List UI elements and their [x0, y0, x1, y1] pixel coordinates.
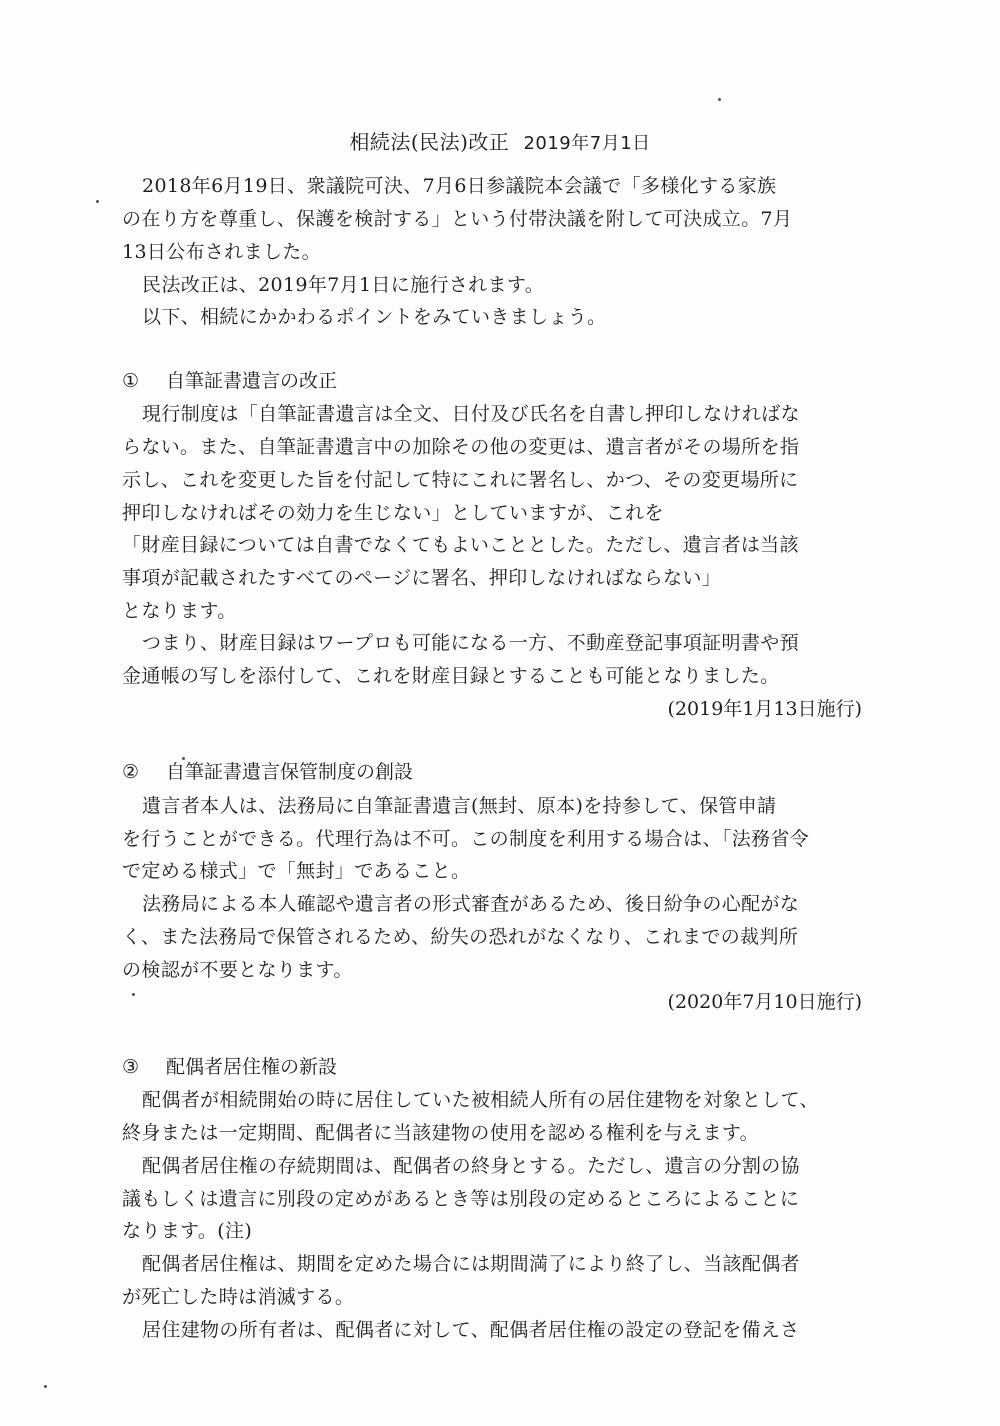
scan-speck [718, 98, 721, 101]
body-line: で定める様式」で「無封」であること。 [122, 860, 471, 882]
body-line: 金通帳の写しを添付して、これを財産目録とすることも可能となりました。 [122, 665, 780, 687]
effective-date-note: (2019年1月13日施行) [667, 698, 862, 720]
intro-line: 13日公布されました。 [122, 241, 322, 263]
body-line: 遺言者本人は、法務局に自筆証書遺言(無封、原本)を持参して、保管申請 [142, 795, 777, 817]
intro-line: 民法改正は、2019年7月1日に施行されます。 [142, 274, 545, 296]
document-title [0, 126, 1000, 155]
body-line: 現行制度は「自筆証書遺言は全文、日付及び氏名を自書し押印しなければな [142, 403, 800, 425]
body-line: を行うことができる。代理行為は不可。この制度を利用する場合は、「法務省令 [122, 828, 810, 850]
scan-speck [44, 1385, 47, 1388]
section-title: 自筆証書遺言の改正 [166, 370, 338, 392]
body-line: 示し、これを変更した旨を付記して特にこれに署名し、かつ、その変更場所に [122, 469, 799, 491]
section-heading [122, 369, 337, 393]
body-line: 法務局による本人確認や遺言者の形式審査があるため、後日紛争の心配がな [142, 893, 800, 915]
body-line: 議もしくは遺言に別段の定めがあるとき等は別段の定めるところによることに [122, 1188, 800, 1210]
section-number: ② [122, 761, 140, 783]
section-title: 自筆証書遺言保管制度の創設 [166, 761, 414, 783]
body-line: 押印しなければその効力を生じない」としていますが、これを [122, 502, 664, 524]
section-title: 配偶者居住権の新設 [166, 1056, 338, 1078]
title-date: 2019年7月1日 [523, 133, 651, 154]
effective-date-note: (2020年7月10日施行) [667, 991, 862, 1013]
section-number: ③ [122, 1056, 140, 1078]
body-line: つまり、財産目録はワープロも可能になる一方、不動産登記事項証明書や預 [142, 632, 799, 654]
scan-speck [96, 200, 99, 203]
section-heading [122, 1055, 337, 1079]
body-line: となります。 [122, 600, 237, 622]
body-line: なります。(注) [122, 1220, 253, 1242]
title-main: 相続法(民法)改正 [349, 130, 510, 154]
body-line: が死亡した時は消滅する。 [122, 1286, 355, 1308]
intro-line: 以下、相続にかかわるポイントをみていきましょう。 [142, 306, 607, 328]
body-line: 居住建物の所有者は、配偶者に対して、配偶者居住権の設定の登記を備えさ [142, 1319, 800, 1341]
body-line: 終身または一定期間、配偶者に当該建物の使用を認める権利を与えます。 [122, 1122, 760, 1144]
body-line: 「財産目録については自書でなくてもよいこととした。ただし、遺言者は当該 [122, 534, 799, 556]
scan-speck [132, 993, 135, 996]
body-line: く、また法務局で保管されるため、紛失の恐れがなくなり、これまでの裁判所 [122, 926, 799, 948]
body-line: の検認が不要となります。 [122, 959, 353, 981]
body-line: 配偶者居住権の存続期間は、配偶者の終身とする。ただし、遺言の分割の協 [142, 1155, 800, 1177]
body-line: らない。また、自筆証書遺言中の加除その他の変更は、遺言者がその場所を指 [122, 436, 800, 458]
section-heading [122, 760, 413, 784]
body-line: 配偶者が相続開始の時に居住していた被相続人所有の居住建物を対象として、 [142, 1089, 819, 1111]
intro-line: の在り方を尊重し、保護を検討する」という付帯決議を附して可決成立。7月 [122, 208, 793, 230]
body-line: 配偶者居住権は、期間を定めた場合には期間満了により終了し、当該配偶者 [142, 1253, 800, 1275]
section-number: ① [122, 370, 140, 392]
intro-line: 2018年6月19日、衆議院可決、7月6日参議院本会議で「多様化する家族 [142, 175, 777, 197]
body-line: 事項が記載されたすべてのページに署名、押印しなければならない」 [122, 567, 722, 589]
scan-speck [182, 757, 185, 760]
